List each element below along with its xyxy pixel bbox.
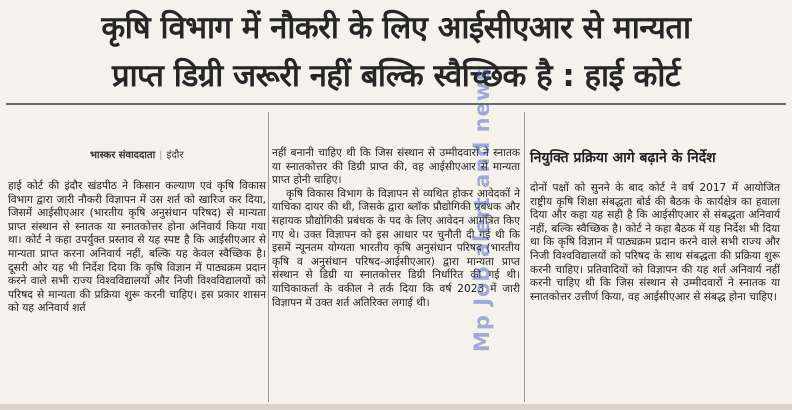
column-divider-2 — [524, 112, 525, 402]
column-2-paragraph-2: कृषि विकास विभाग के विज्ञापन से व्यथित होकर आवेदकों ने याचिका दायर की थी, जिसके द्वारा ब्लॉक प्रौद्योगिकी प्रबंधक और सहायक प्रौद्योगिकी प्रबंधक के पद के लिए आवेदन आमंत्रित किए गए थे। उक्त विज्ञापन को इस आधार पर चुनौती दी गई थी कि इसमें न्यूनतम योग्यता भारतीय कृषि अनुसंधान परिषद (भारतीय कृषि व अनुसंधान परिषद-आईसीएआर) द्वारा मान्यता प्राप्त संस्थान से डिग्री या स्नातकोत्तर डिग्री निर्धारित की गई थी। याचिकाकर्ता के वकील ने तर्क दिया कि वर्ष 2023 में जारी विज्ञापन में उक्त शर्त अतिरिक्त लगाई थी। — [272, 187, 520, 309]
column-3-paragraph: दोनों पक्षों को सुनने के बाद कोर्ट ने वर्ष 2017 में आयोजित राष्ट्रीय कृषि शिक्षा संबद्धता बोर्ड की बैठक के कार्यक्षेत्र का हवाला दिया और कहा यह सही है कि आईसीएआर से संबद्धता अनिवार्य नहीं, बल्कि स्वैच्छिक है। कोर्ट ने कहा बैठक में यह निर्देश भी दिया था कि कृषि विज्ञान में पाठ्यक्रम प्रदान करने वाले सभी राज्य और निजी विश्वविद्यालयों को परिषद के साथ संबद्धता की प्रक्रिया शुरू करनी चाहिए। प्रतिवादियों को विज्ञापन की यह शर्त अनिवार्य नहीं करनी चाहिए थी कि जिस संस्थान से उम्मीदवारों ने स्नातक या स्नातकोत्तर उत्तीर्ण किया, वह आईसीएआर से संबद्ध होना चाहिए। — [530, 182, 780, 303]
column-2-paragraph-1: नहीं बनानी चाहिए थी कि जिस संस्थान से उम्मीदवारों ने स्नातक या स्नातकोत्तर की डिग्री प्राप्त की, वह आईसीएआर से मान्यता प्राप्त होनी चाहिए। — [272, 147, 520, 187]
headline-line-1: कृषि विभाग में नौकरी के लिए आईसीएआर से मान्यता — [101, 10, 691, 46]
byline — [90, 147, 183, 161]
section-subhead: नियुक्ति प्रक्रिया आगे बढ़ाने के निर्देश — [530, 150, 716, 166]
watermark-text: Mp Job alert and news — [470, 67, 494, 352]
column-divider-1 — [268, 112, 269, 402]
article-column-3 — [530, 182, 780, 304]
reporter-name: भास्कर संवाददाता — [90, 150, 156, 161]
byline-city: इंदौर — [166, 150, 184, 161]
headline-divider — [6, 103, 786, 105]
headline-line-2: प्राप्त डिग्री जरूरी नहीं बल्कि स्वैच्छिक है : हाई कोर्ट — [112, 58, 680, 94]
page-bottom-edge — [0, 404, 792, 410]
column-1-paragraph: हाई कोर्ट की इंदौर खंडपीठ ने किसान कल्याण एवं कृषि विकास विभाग द्वारा जारी नौकरी विज्ञापन में उस शर्त को खारिज कर दिया, जिसमें आईसीएआर (भारतीय कृषि अनुसंधान परिषद) से मान्यता प्राप्त संस्थान से स्नातक या स्नातकोत्तर होना अनिवार्य किया गया था। कोर्ट ने कहा उपर्युक्त प्रस्ताव से यह स्पष्ट है कि आईसीएआर से मान्यता प्राप्त करना अनिवार्य नहीं, बल्कि यह केवल स्वैच्छिक है। दूसरी ओर यह भी निर्देश दिया कि कृषि विज्ञान में पाठ्यक्रम प्रदान करने वाले सभी राज्य विश्वविद्यालयों और निजी विश्वविद्यालयों को परिषद से मान्यता की प्रक्रिया शुरू करनी चाहिए। इस प्रकार शासन को यह अनिवार्य शर्त — [8, 180, 266, 315]
byline-separator: | — [159, 150, 163, 161]
article-column-1 — [8, 180, 266, 316]
headline — [8, 6, 784, 98]
